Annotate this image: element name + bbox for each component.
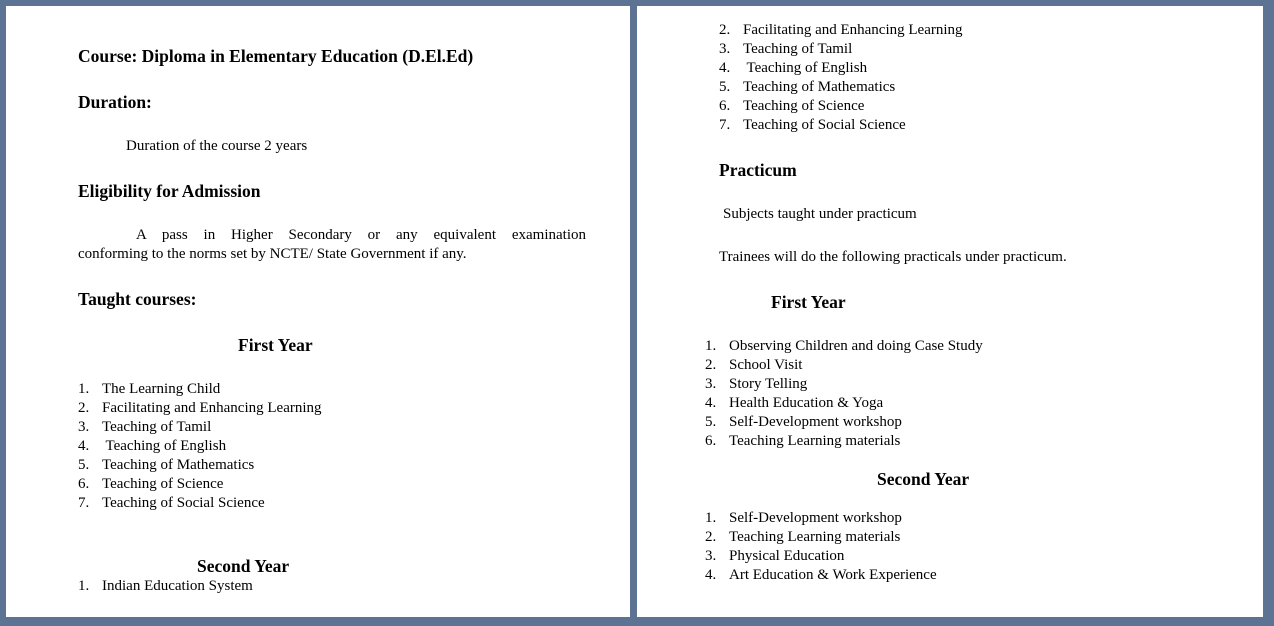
list-item: Teaching of Mathematics [743,79,896,95]
list-number: 6. [705,433,717,449]
list-number: 4. [705,567,717,583]
eligibility-heading: Eligibility for Admission [78,181,261,201]
list-item: Teaching of English [102,438,227,454]
list-number: 6. [78,476,90,492]
course-title: Course: Diploma in Elementary Education (D.El.Ed) [78,46,474,66]
practicum-first-year-heading: First Year [771,292,846,312]
list-number: 4. [719,60,731,76]
list-item: Teaching of Mathematics [102,457,255,473]
list-number: 2. [78,400,90,416]
list-number: 5. [78,457,90,473]
list-item: Teaching of Science [102,476,224,492]
list-item: Teaching of Social Science [102,495,265,511]
list-item: Health Education & Yoga [729,395,884,411]
list-number: 1. [705,338,717,354]
list-number: 6. [719,98,731,114]
list-number: 2. [705,529,717,545]
list-number: 5. [705,414,717,430]
list-number: 1. [78,578,90,594]
document-page-right [637,6,1263,617]
list-number: 3. [719,41,731,57]
list-item: Facilitating and Enhancing Learning [102,400,322,416]
list-number: 4. [705,395,717,411]
eligibility-line-2: conforming to the norms set by NCTE/ State Government if any. [78,246,467,262]
first-year-heading: First Year [238,335,313,355]
list-item: Teaching of Tamil [743,41,853,57]
list-item: Teaching Learning materials [729,433,901,449]
list-number: 7. [719,117,731,133]
document-page-left [6,6,630,617]
list-item: Physical Education [729,548,845,564]
duration-text: Duration of the course 2 years [126,138,308,154]
list-number: 3. [78,419,90,435]
list-number: 2. [705,357,717,373]
eligibility-line-1: A pass in Higher Secondary or any equivalent examination [136,227,586,243]
list-number: 5. [719,79,731,95]
list-item: Art Education & Work Experience [729,567,937,583]
list-number: 7. [78,495,90,511]
duration-heading: Duration: [78,92,152,112]
practicum-subjects-text: Subjects taught under practicum [723,206,917,222]
list-item: Teaching of English [743,60,868,76]
list-item: School Visit [729,357,803,373]
list-item: Teaching of Tamil [102,419,212,435]
list-item: Self-Development workshop [729,510,902,526]
second-year-heading: Second Year [197,556,290,576]
list-item: Self-Development workshop [729,414,902,430]
list-number: 3. [705,548,717,564]
eligibility-paragraph [78,226,586,264]
list-number: 2. [719,22,731,38]
list-item: Teaching of Science [743,98,865,114]
list-item: The Learning Child [102,381,221,397]
list-item: Story Telling [729,376,808,392]
list-number: 1. [705,510,717,526]
practicum-intro-text: Trainees will do the following practicals under practicum. [719,249,1067,265]
list-item: Observing Children and doing Case Study [729,338,983,354]
taught-courses-heading: Taught courses: [78,289,197,309]
list-number: 1. [78,381,90,397]
list-item: Facilitating and Enhancing Learning [743,22,963,38]
practicum-heading: Practicum [719,160,797,180]
practicum-second-year-heading: Second Year [877,469,970,489]
list-number: 3. [705,376,717,392]
list-item: Teaching Learning materials [729,529,901,545]
list-item: Indian Education System [102,578,253,594]
list-item: Teaching of Social Science [743,117,906,133]
list-number: 4. [78,438,90,454]
